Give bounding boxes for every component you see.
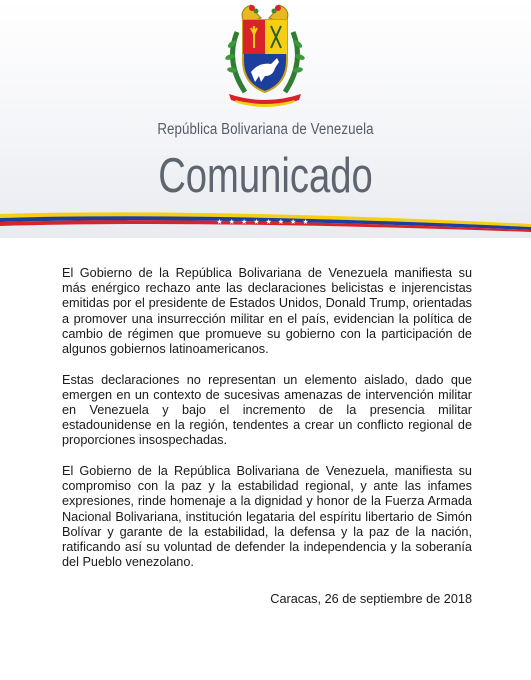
stars-row: ★★★★★★★★ [216, 219, 315, 226]
issuer-name: República Bolivariana de Venezuela [157, 121, 374, 138]
paragraph: Estas declaraciones no representan un elemento aislado, dado que emergen en un contexto de sucesivas amenazas de intervención militar en Venezuela y bajo el incremento de la presencia militar estadounidense en la región, tendentes a crear un conflicto regional de proporciones insospechadas. [62, 372, 472, 448]
place-and-date: Caracas, 26 de septiembre de 2018 [270, 592, 472, 606]
coat-of-arms-icon [215, 2, 315, 110]
paragraph: El Gobierno de la República Bolivariana de Venezuela, manifiesta su compromiso con la paz y la estabilidad regional, y ante las infames expresiones, rinde homenaje a la dignidad y honor de la Fuerza Armada Nacional Bolivariana, institución legataria del espíritu libertario de Simón Bolívar y garante de la estabilidad, la defensa y la paz de la nación, ratificando así su voluntad de defender la independencia y la soberanía del Pueblo venezolano. [62, 464, 472, 570]
document-header [0, 0, 531, 238]
document-title: Comunicado [158, 149, 373, 203]
paragraph: El Gobierno de la República Bolivariana de Venezuela manifiesta su más enérgico rechazo ante las declaraciones belicistas e injerencistas emitidas por el presidente de Estados Unidos, Donald Trump, orientadas a promover una insurrección militar en el país, evidencian la política de cambio de régimen que promueve su gobierno con la participación de algunos gobiernos latinoamericanos. [62, 266, 472, 357]
statement-body [62, 266, 472, 586]
